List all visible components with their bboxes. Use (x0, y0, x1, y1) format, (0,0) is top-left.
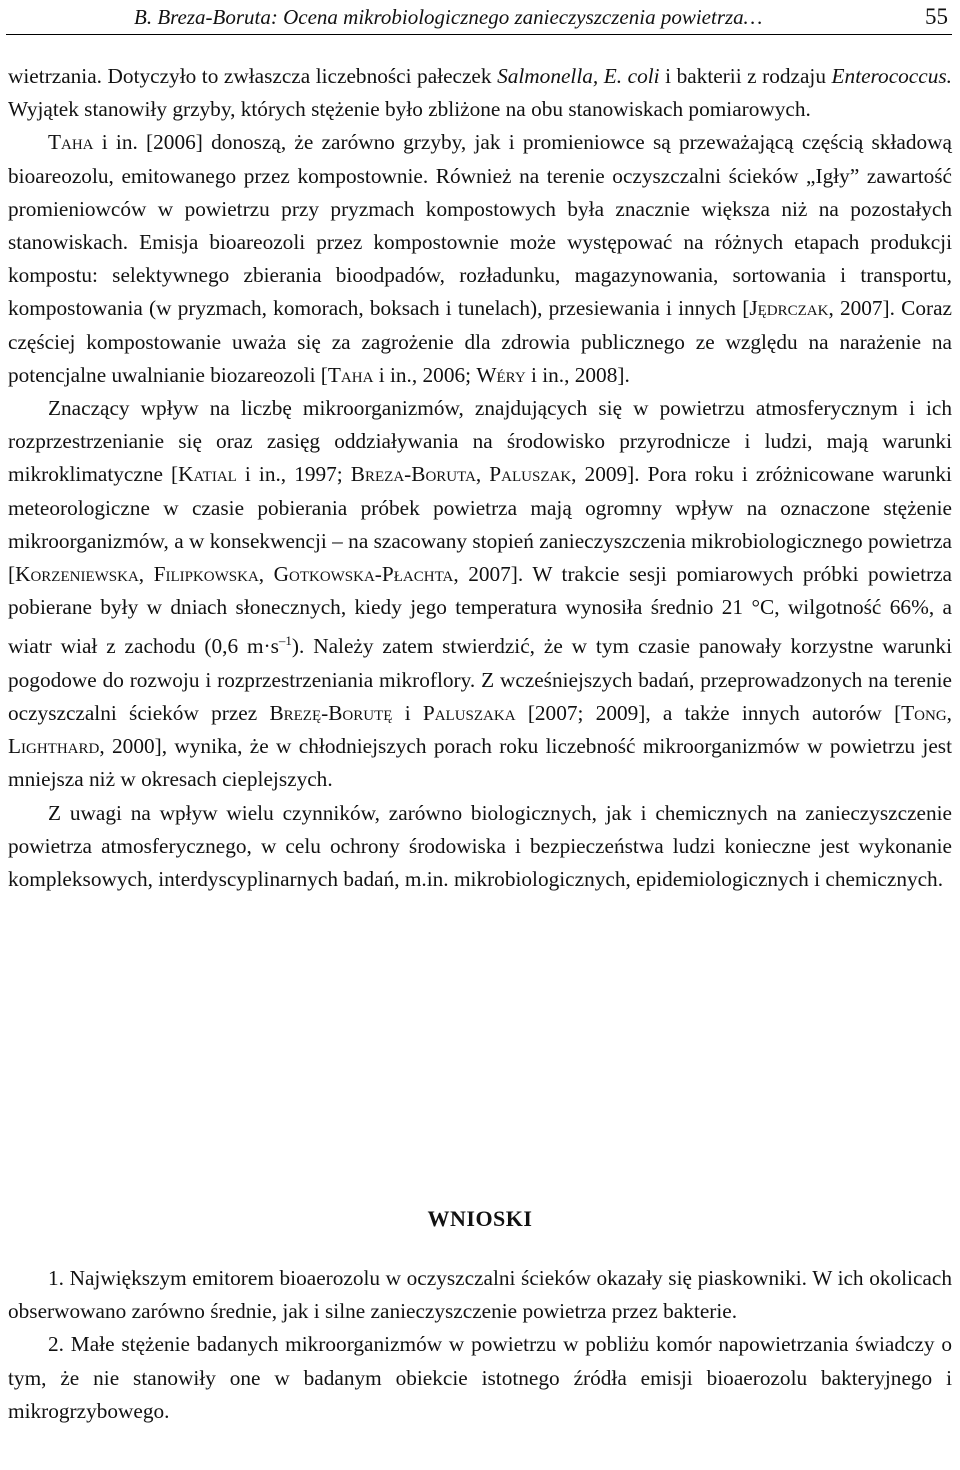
conclusion-item: 2. Małe stężenie badanych mikroorganizmów w powietrzu w pobliżu komór napowietrzania świadczy o tym, że nie stanowiły one w badanym obiekcie istotnego źródła emisji bioaerozolu bakteryjnego i mikrogrzybowego. (8, 1332, 952, 1423)
species-name: Salmonella, E. coli (497, 64, 660, 88)
citation-author: Wéry (476, 362, 526, 387)
running-title: B. Breza-Boruta: Ocena mikrobiologicznego zanieczyszczenia powietrza… (134, 5, 763, 29)
text-run: ). Należy zatem stwierdzić, że w tym czasie panowały korzystne warunki pogodowe do rozwoju i rozprzestrzeniania mikroflory. Z wcześniejszych badań, przeprowadzonych na terenie oczyszczalni ścieków przez (8, 634, 952, 725)
citation-author: Breza-Boruta, Paluszak (350, 462, 572, 487)
paragraph-1 (8, 60, 952, 392)
conclusion-item: 1. Największym emitorem bioaerozolu w oczyszczalni ścieków okazały się piaskowniki. W ich okolicach obserwowano zarówno średnie, jak i silne zanieczyszczenie powietrza przez bakterie. (8, 1266, 952, 1324)
citation-author: Brezę-Borutę (269, 700, 393, 725)
text-run: i in. [2006] donoszą, że zarówno grzyby, jak i promieniowce są przeważającą częścią składową bioareozolu, emitowanego przez kompostownie. Również na terenie oczyszczalni ścieków „Igły” zawartość promieniowców w powietrzu przy pryzmach kompostowych była znacznie większa niż na pozostałych stanowiskach. Emisja bioareozoli przez kompostownie może występować na różnych etapach produkcji kompostu: selektywnego zbierania bioodpadów, rozładunku, magazynowania, sortowania i transportu, kompostowania (w pryzmach, komorach, boksach i tunelach), przesiewania i innych [ (8, 130, 952, 321)
text-run: Wyjątek stanowiły grzyby, których stężenie było zbliżone na obu stanowiskach pomiarowych. (8, 97, 811, 122)
conclusions-list (8, 1262, 952, 1428)
text-run: , 2007]. Coraz częściej kompostowanie uważa się za zagrożenie dla zdrowia publicznego ze względu na narażenie na potencjalne uwalnianie biozareozoli [ (8, 296, 952, 387)
text-run: i in., 1997; (236, 462, 351, 487)
body-text (8, 60, 952, 896)
unit-superscript: –1 (278, 633, 292, 649)
running-header (6, 4, 952, 35)
text-run: wietrzania. Dotyczyło to zwłaszcza liczebności pałeczek (8, 64, 498, 88)
text-run: i in., 2008]. (525, 362, 630, 387)
text-run: i (392, 700, 423, 725)
citation-author: Korzeniewska, Filipkowska, Gotkowska-Płachta (15, 562, 454, 587)
citation-author: Katial (178, 462, 237, 487)
citation-author: Taha (48, 130, 94, 155)
section-heading: WNIOSKI (427, 1206, 533, 1231)
text-run: i bakterii z rodzaju (659, 64, 832, 88)
page-number: 55 (925, 4, 948, 29)
text-run: , 2007]. W trakcie sesji pomiarowych próbki powietrza pobierane były w dniach słonecznych, kiedy jego temperatura wynosiła średnio 21 °C, wilgotność 66%, a wiatr wiał z zachodu (0,6 m·s (8, 562, 952, 659)
citation-author: Tong, Lighthard (8, 700, 953, 759)
citation-author: Jędrczak (749, 296, 829, 321)
text-run: , 2009]. Pora roku i zróżnicowane warunki meteorologiczne w czasie pobierania próbek powietrza mają ogromny wpływ na oznaczone stężenie mikroorganizmów, a w konsekwencji – na szacowany stopień zanieczyszczenia mikrobiologicznego powietrza [ (8, 462, 952, 587)
text-run: , 2000], wynika, że w chłodniejszych porach roku liczebność mikroorganizmów w powietrzu jest mniejsza niż w okresach cieplejszych. (8, 734, 952, 792)
text-run: [2007; 2009], a także innych autorów [ (515, 700, 902, 725)
genus-name: Enterococcus. (831, 64, 952, 88)
citation-author: Paluszaka (422, 700, 516, 725)
paragraph-2 (8, 392, 952, 797)
paragraph-3: Z uwagi na wpływ wielu czynników, zarówno biologicznych, jak i chemicznych na zanieczyszczenie powietrza atmosferycznego, w celu ochrony środowiska i bezpieczeństwa ludzi konieczne jest wykonanie kompleksowych, interdyscyplinarnych badań, m.in. mikrobiologicznych, epidemiologicznych i chemicznych. (8, 800, 952, 891)
text-run: Znaczący wpływ na liczbę mikroorganizmów, znajdujących się w powietrzu atmosferycznym i ich rozprzestrzenianie się oraz zasięg oddziaływania na środowisko przyrodnicze i ludzi, mają warunki mikroklimatyczne [ (8, 396, 952, 487)
text-run: i in., 2006; (373, 362, 477, 387)
citation-author: Taha (327, 362, 374, 387)
